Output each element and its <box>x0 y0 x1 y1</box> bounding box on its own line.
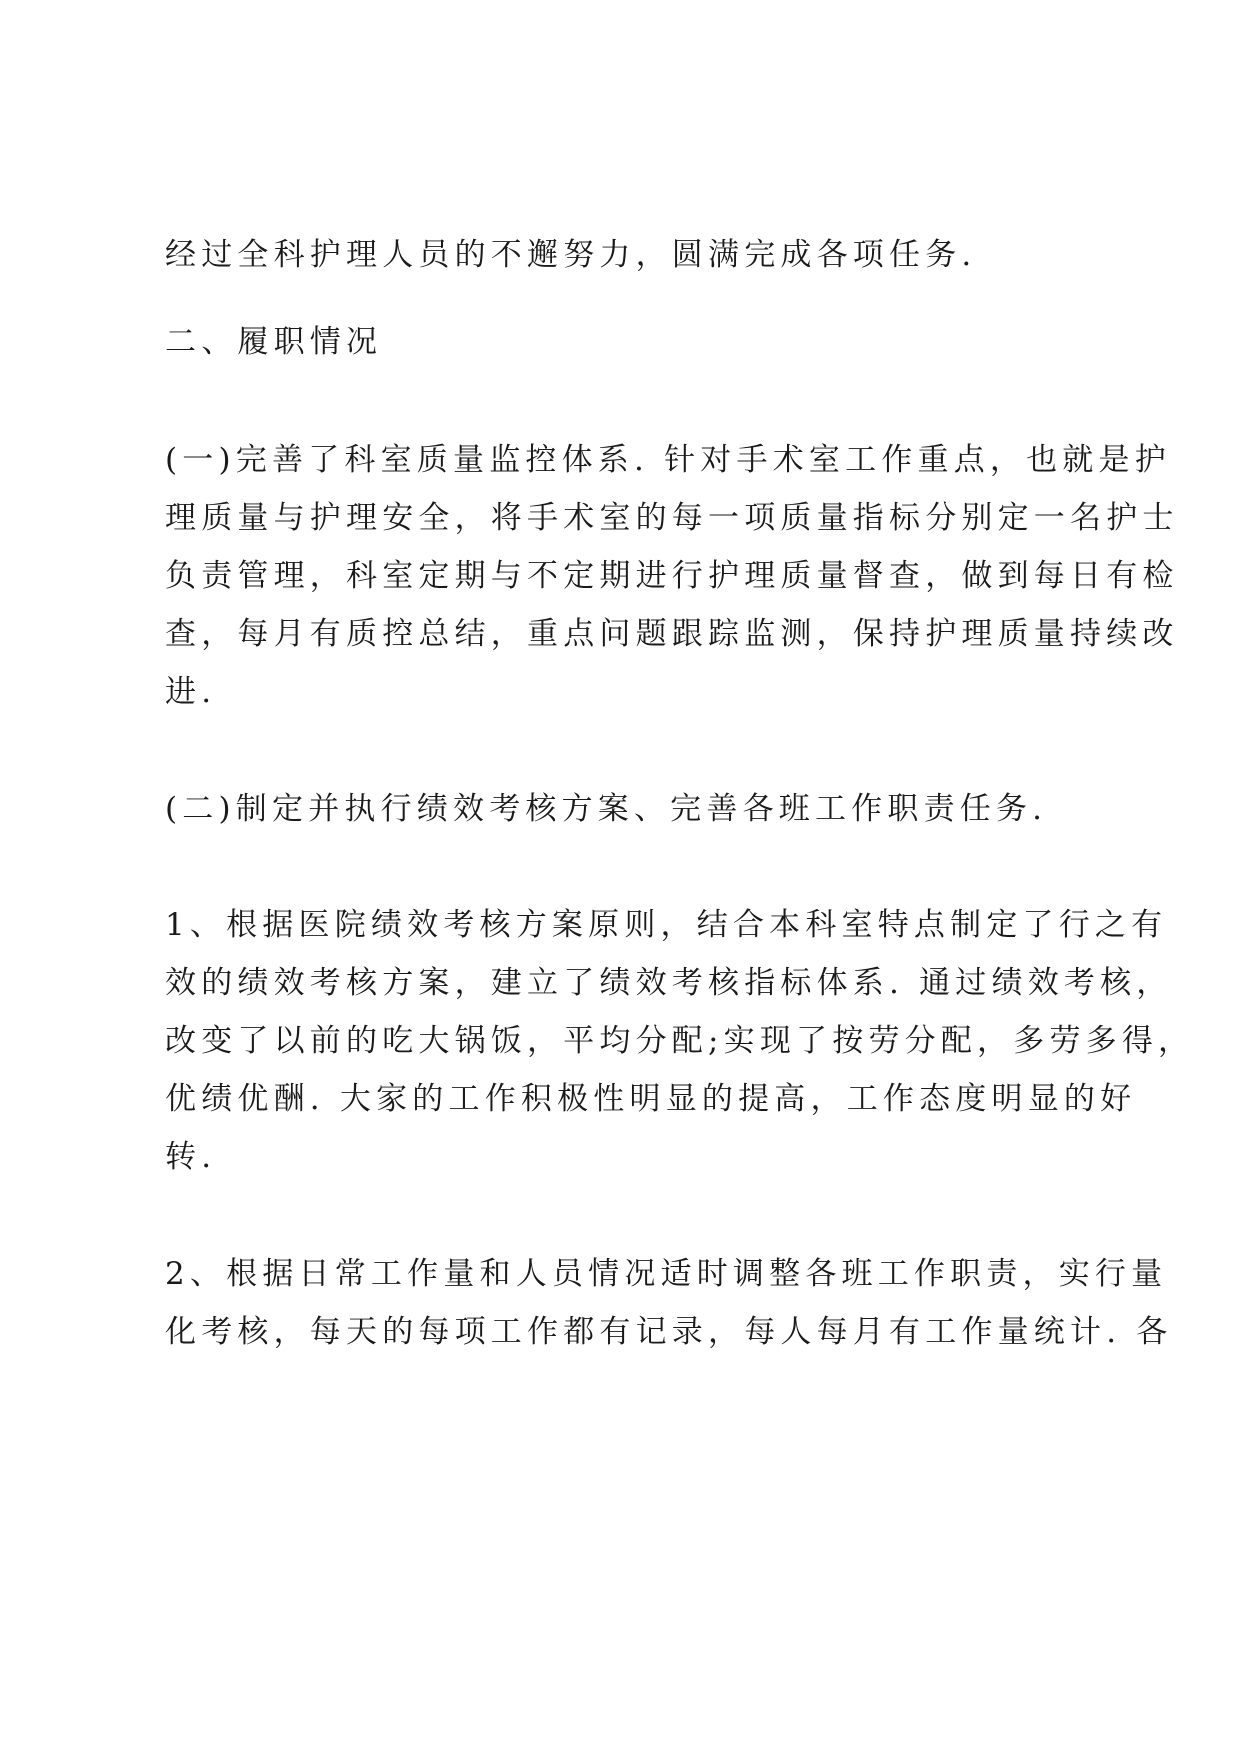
paragraph-line: 经过全科护理人员的不邂努力，圆满完成各项任务. <box>165 237 977 273</box>
paragraph-line: 查，每月有质控总结，重点问题跟踪监测，保持护理质量持续改 <box>165 616 1179 652</box>
subsection-heading: (二)制定并执行绩效考核方案、完善各班工作职责任务. <box>165 791 1048 827</box>
paragraph-line: 理质量与护理安全，将手术室的每一项质量指标分别定一名护士 <box>165 500 1179 536</box>
paragraph-line: 转. <box>165 1139 217 1175</box>
paragraph-line: 2、根据日常工作量和人员情况适时调整各班工作职责，实行量 <box>165 1256 1168 1292</box>
paragraph-line: (一)完善了科室质量监控体系. 针对手术室工作重点，也就是护 <box>165 442 1171 478</box>
paragraph-line: 改变了以前的吃大锅饭，平均分配;实现了按劳分配，多劳多得， <box>165 1023 1195 1059</box>
paragraph-line: 效的绩效考核方案，建立了绩效考核指标体系. 通过绩效考核， <box>165 965 1173 1001</box>
paragraph-line: 进. <box>165 674 217 710</box>
paragraph-line: 优绩优酬. 大家的工作积极性明显的提高，工作态度明显的好 <box>165 1081 1137 1117</box>
section-heading: 二、履职情况 <box>165 324 383 360</box>
paragraph-line: 化考核，每天的每项工作都有记录，每人每月有工作量统计. 各 <box>165 1314 1173 1350</box>
paragraph-line: 负责管理，科室定期与不定期进行护理质量督查，做到每日有检 <box>165 558 1179 594</box>
paragraph-line: 1、根据医院绩效考核方案原则，结合本科室特点制定了行之有 <box>165 907 1168 943</box>
